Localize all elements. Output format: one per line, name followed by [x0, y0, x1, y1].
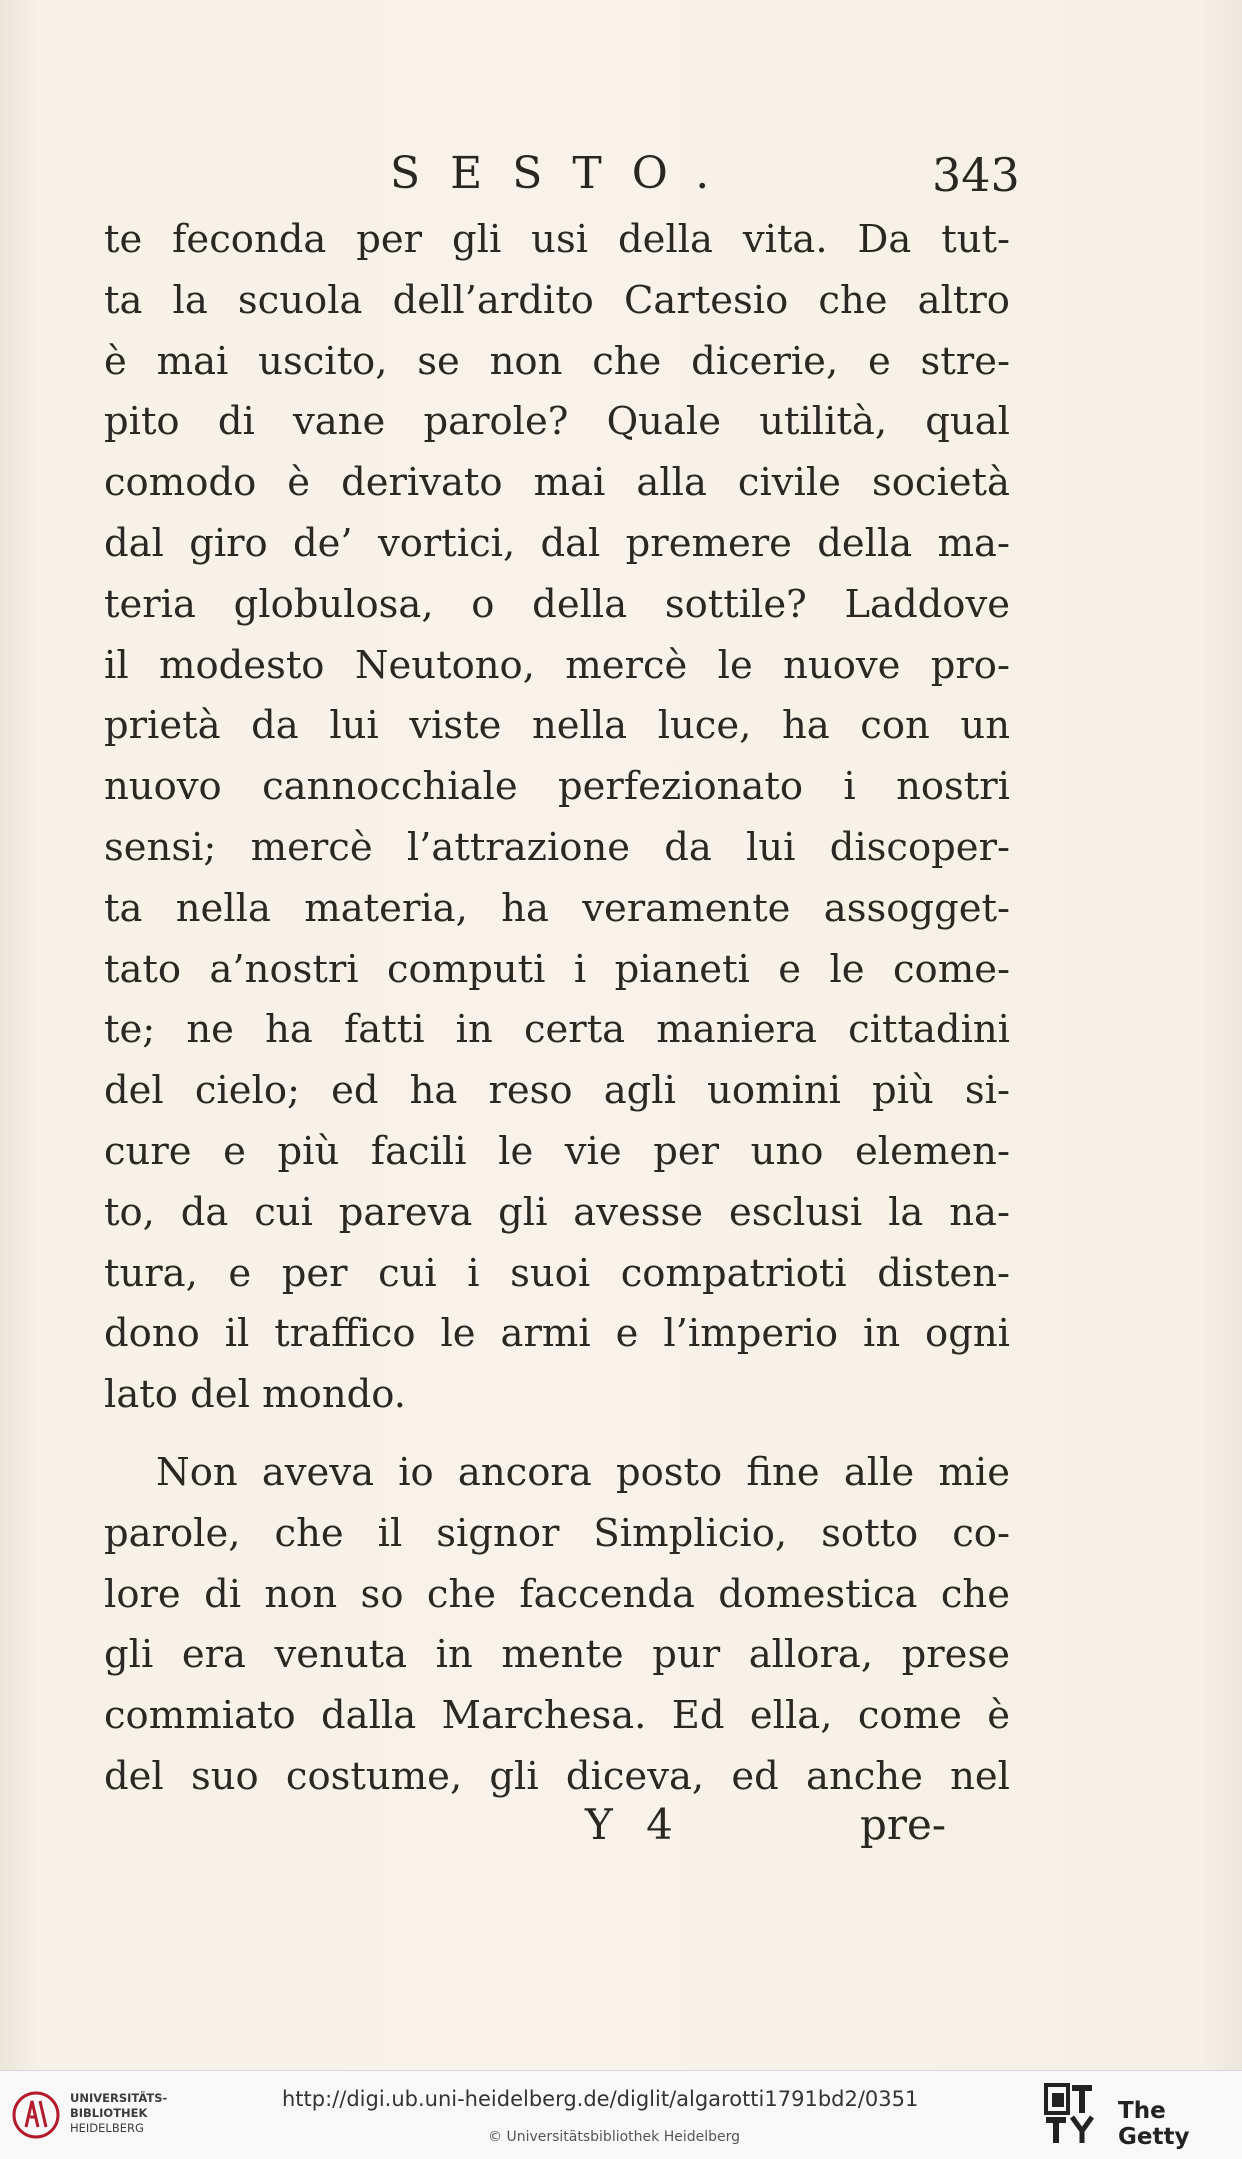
heidelberg-library-logo-icon — [12, 2087, 60, 2143]
text-line: comodo è derivato mai alla civile società — [104, 460, 1010, 506]
text-line: Non aveva io ancora posto fine alle mie — [156, 1449, 1010, 1495]
library-name-line: HEIDELBERG — [70, 2121, 144, 2135]
text-line: del suo costume, gli diceva, ed anche nel — [104, 1753, 1010, 1799]
text-line: nuovo cannocchiale perfezionato i nostri — [104, 764, 1010, 810]
page-bottom — [0, 1800, 1242, 1860]
text-line: to, da cui pareva gli avesse esclusi la na- — [104, 1189, 1010, 1235]
text-line: parole, che il signor Simplicio, sotto co- — [104, 1510, 1010, 1556]
library-name — [70, 2091, 167, 2136]
text-line: lore di non so che faccenda domestica che — [104, 1571, 1010, 1617]
running-head: SESTO. — [390, 148, 740, 199]
text-line: te; ne ha fatti in certa maniera cittadini — [104, 1007, 1010, 1053]
body-text — [104, 210, 1010, 1808]
text-line: te feconda per gli usi della vita. Da tut- — [104, 217, 1010, 262]
paragraph-2 — [104, 1443, 1010, 1808]
text-line: dal giro de’ vortici, dal premere della ma- — [104, 520, 1010, 566]
footer-bar — [0, 2070, 1242, 2159]
text-line: il modesto Neutono, mercè le nuove pro- — [104, 642, 1010, 688]
getty-logo-icon — [1044, 2083, 1096, 2145]
copyright-notice: © Universitätsbibliothek Heidelberg — [488, 2129, 741, 2145]
library-name-line: BIBLIOTHEK — [70, 2106, 148, 2120]
signature-mark: Y 4 — [585, 1800, 683, 1849]
text-line: pito di vane parole? Quale utilità, qual — [104, 399, 1010, 445]
text-line: ta nella materia, ha veramente assogget- — [104, 885, 1010, 931]
text-line: è mai uscito, se non che dicerie, e stre- — [104, 338, 1010, 384]
text-line: tura, e per cui i suoi compatrioti disten- — [104, 1250, 1010, 1296]
text-line: commiato dalla Marchesa. Ed ella, come è — [104, 1693, 1010, 1739]
catchword: pre- — [860, 1800, 947, 1849]
text-line: gli era venuta in mente pur allora, prese — [104, 1632, 1010, 1678]
page-number: 343 — [932, 148, 1020, 202]
text-line: tato a’nostri computi i pianeti e le come- — [104, 946, 1010, 992]
text-line: del cielo; ed ha reso agli uomini più si- — [104, 1068, 1010, 1114]
paragraph-1 — [104, 210, 1010, 1426]
page-header — [0, 148, 1242, 208]
text-line: sensi; mercè l’attrazione da lui discoper- — [104, 824, 1010, 870]
text-line: lato del mondo. — [104, 1372, 407, 1418]
text-line: ta la scuola dell’ardito Cartesio che altro — [104, 277, 1010, 323]
permalink-url[interactable]: http://digi.ub.uni-heidelberg.de/diglit/algarotti1791bd2/0351 — [282, 2087, 919, 2111]
text-line: cure e più facili le vie per uno elemen- — [104, 1128, 1010, 1174]
library-name-line: UNIVERSITÄTS- — [70, 2091, 168, 2105]
text-line: dono il traffico le armi e l’imperio in ogni — [104, 1311, 1010, 1357]
text-line: prietà da lui viste nella luce, ha con un — [104, 703, 1010, 749]
text-line: teria globulosa, o della sottile? Laddove — [104, 581, 1010, 627]
getty-name: The Getty — [1118, 2098, 1190, 2150]
